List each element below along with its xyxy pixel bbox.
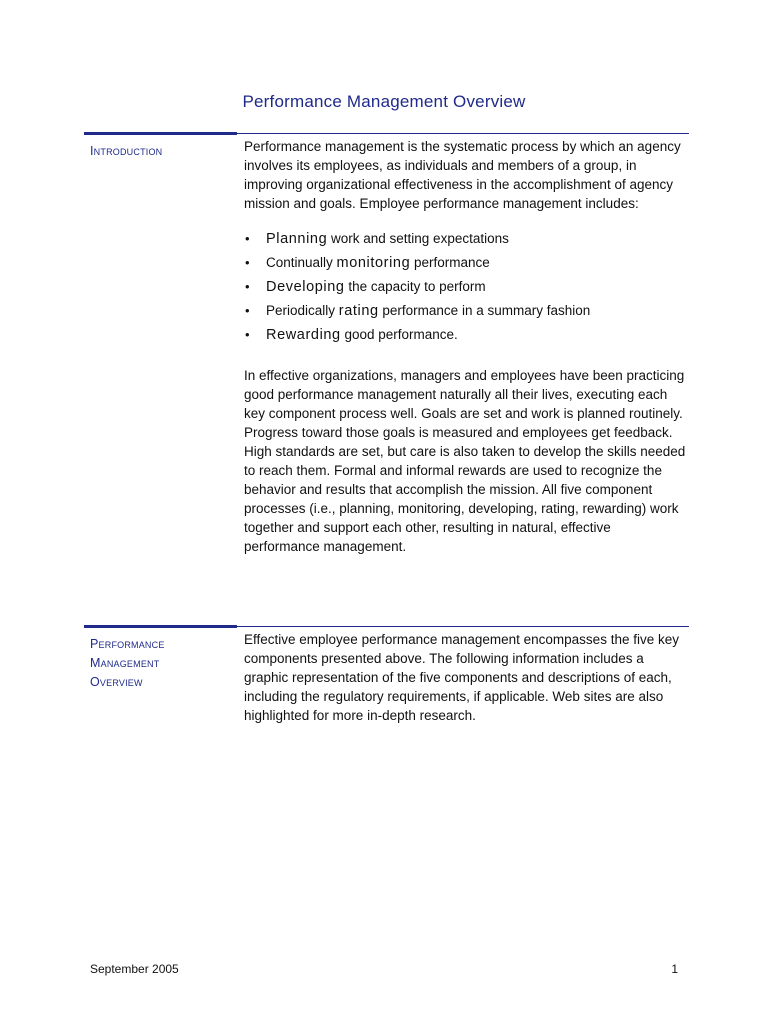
list-item: [244, 323, 689, 347]
bullet-icon: •: [245, 303, 250, 318]
page-title: Performance Management Overview: [242, 92, 526, 111]
bullet-post: performance in a summary fashion: [378, 303, 591, 318]
bullet-icon: •: [245, 327, 250, 342]
bullet-keyword: rating: [338, 303, 379, 319]
list-item: [244, 275, 689, 299]
section-heading-line: Performance: [90, 637, 165, 651]
bullet-post: performance: [410, 255, 490, 270]
section-introduction: [84, 132, 689, 554]
list-item: [244, 299, 689, 323]
bullet-keyword: Planning: [266, 231, 328, 247]
bullet-post: work and setting expectations: [327, 231, 509, 246]
footer-date: September 2005: [90, 962, 179, 976]
section-heading: [90, 635, 230, 692]
section-heading-line: Overview: [90, 675, 143, 689]
section-rule-thick: [84, 132, 237, 135]
list-item: [244, 227, 689, 251]
section-rule: [84, 625, 689, 629]
section-rule-thin: [237, 133, 689, 134]
bullet-post: the capacity to perform: [344, 279, 486, 294]
section-rule-thin: [237, 626, 689, 627]
section-performance-management-overview: [84, 625, 689, 723]
list-item: [244, 251, 689, 275]
section-body: [244, 137, 689, 556]
bullet-pre: Periodically: [266, 303, 339, 318]
section-rule: [84, 132, 689, 136]
body-paragraph: Effective employee performance management encompasses the five key components presented above. The following information includes a graphic representation of the five components and descriptions of each, including the regulatory requirements, if applicable. Web sites are also highlighted for more in-depth research.: [244, 632, 679, 723]
intro-paragraph: Performance management is the systematic process by which an agency involves its employees, as individuals and members of a group, in improving organizational effectiveness in the accomplishment of agency mission and goals. Employee performance management includes:: [244, 139, 681, 211]
bullet-icon: •: [245, 279, 250, 294]
section-heading-line: Introduction: [90, 144, 163, 158]
bullet-icon: •: [245, 231, 250, 246]
section-body: [244, 630, 689, 725]
bullet-icon: •: [245, 255, 250, 270]
bullet-keyword: Developing: [266, 279, 345, 295]
section-heading: [90, 142, 230, 161]
bullet-keyword: monitoring: [336, 255, 411, 271]
section-rule-thick: [84, 625, 237, 628]
body-paragraph: In effective organizations, managers and employees have been practicing good performance management naturally all their lives, executing each key component process well. Goals are set and work is planned routinely. Progress toward those goals is measured and employees get feedback. High standards are set, but care is also taken to develop the skills needed to reach them. Formal and informal rewards are used to recognize the behavior and results that accomplish the mission. All five component processes (i.e., planning, monitoring, developing, rating, rewarding) work together and support each other, resulting in natural, effective performance management.: [244, 368, 686, 554]
components-list: [244, 227, 689, 347]
bullet-keyword: Rewarding: [266, 327, 341, 343]
section-heading-line: Management: [90, 656, 160, 670]
bullet-post: good performance.: [340, 327, 458, 342]
bullet-pre: Continually: [266, 255, 337, 270]
page-number: 1: [671, 962, 678, 976]
